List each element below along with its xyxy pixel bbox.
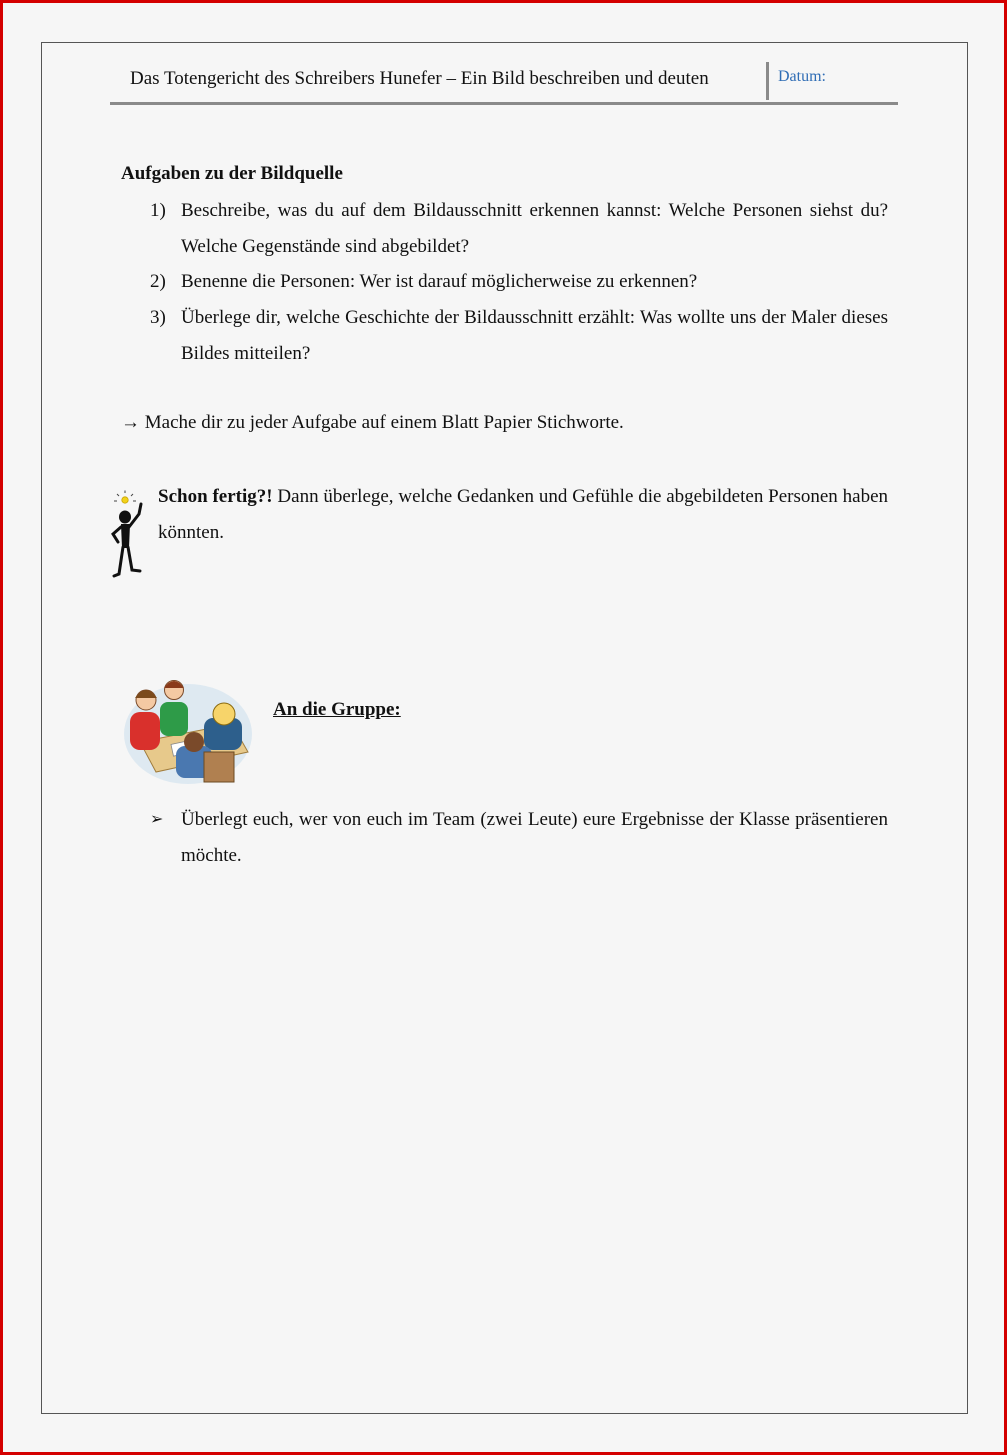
- date-label: Datum:: [778, 68, 826, 85]
- task-number: 1): [150, 200, 166, 221]
- arrowhead-bullet-icon: ➢: [150, 811, 164, 828]
- task-number: 2): [150, 271, 166, 292]
- extra-task: [158, 479, 888, 551]
- extra-task-text: Dann überlege, welche Gedanken und Gefühle die abgebildeten Personen haben könnten.: [158, 486, 888, 543]
- task-item: [150, 193, 888, 265]
- task-text: Überlege dir, welche Geschichte der Bildausschnitt erzählt: Was wollte uns der Maler dieses Bildes mitteilen?: [181, 307, 888, 364]
- arrow-right-icon: →: [121, 412, 140, 433]
- group-bullet-text: Überlegt euch, wer von euch im Team (zwei Leute) eure Ergebnisse der Klasse präsentieren möchte.: [181, 809, 888, 866]
- task-text: Beschreibe, was du auf dem Bildausschnitt erkennen kannst: Welche Personen siehst du? Welche Gegenstände sind abgebildet?: [181, 200, 888, 257]
- note-text: Mache dir zu jeder Aufgabe auf einem Blatt Papier Stichworte.: [144, 412, 624, 433]
- task-item: [150, 300, 888, 372]
- idea-stick-figure-icon: [108, 490, 148, 580]
- worksheet-header: [110, 60, 898, 105]
- group-heading: An die Gruppe:: [273, 699, 401, 720]
- task-number: 3): [150, 307, 166, 328]
- task-item: [150, 264, 888, 300]
- note-line: [121, 412, 624, 434]
- worksheet-title: Das Totengericht des Schreibers Hunefer – Ein Bild beschreiben und deuten: [130, 68, 709, 89]
- header-divider: [766, 62, 769, 100]
- extra-task-lead: Schon fertig?!: [158, 486, 273, 507]
- group-work-illustration: [120, 672, 255, 790]
- group-bullet-item: [150, 802, 888, 874]
- tasks-heading: Aufgaben zu der Bildquelle: [121, 163, 343, 184]
- task-text: Benenne die Personen: Wer ist darauf möglicherweise zu erkennen?: [181, 271, 698, 292]
